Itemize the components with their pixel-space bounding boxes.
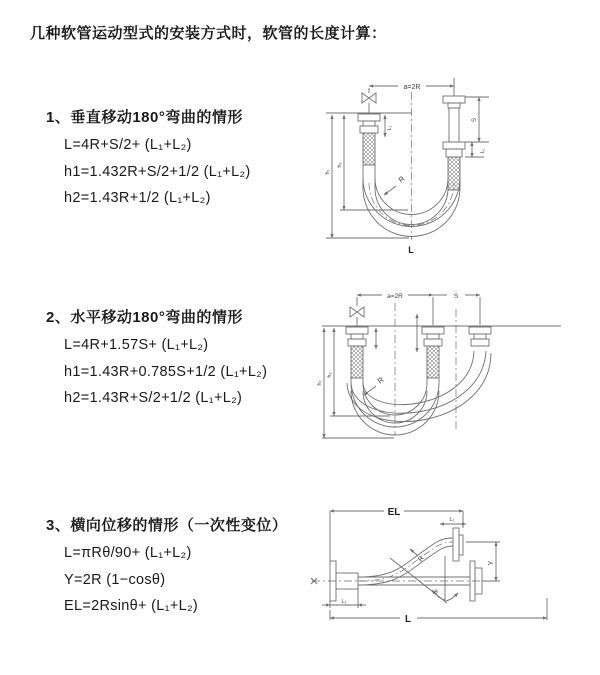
dim-label-l1-right: L₁ (480, 148, 486, 154)
middle-flange-assembly (422, 327, 444, 378)
extension-lines (330, 598, 547, 620)
dim-label-r: R (375, 375, 386, 386)
section-3-heading: 3、横向位移的情形（一次性变位） (46, 517, 288, 534)
radius-leader (410, 549, 418, 556)
section-1-heading: 1、垂直移动180°弯曲的情形 (46, 109, 243, 126)
formula-h2: h2=1.43R+S/2+1/2 (L₁+L₂) (64, 390, 243, 406)
section-vertical-movement (46, 106, 346, 217)
right-flange-assembly (443, 96, 465, 190)
formula-l: L=4R+1.57S+ (L₁+L₂) (64, 337, 209, 353)
right-flange-assembly (469, 327, 491, 346)
valve-icon (350, 307, 364, 327)
diagram-lateral-displacement (300, 498, 600, 650)
dim-label-l: L (404, 614, 412, 625)
upper-flange (453, 528, 463, 561)
dim-label-y: Y (488, 560, 495, 566)
extension-lines (330, 511, 463, 564)
dim-label-l1-top: L₁ (449, 517, 455, 523)
dim-label-l: L (408, 245, 414, 255)
extension-lines (357, 297, 480, 325)
formula-l: L=4R+S/2+ (L₁+L₂) (64, 137, 192, 153)
dim-label-a2r: a=2R (387, 293, 403, 300)
dim-label-r: R (417, 554, 426, 564)
hose-u-bend-moved (347, 351, 491, 422)
dim-label-h1: h₁ (325, 169, 331, 175)
dim-label-h1: h₁ (317, 380, 323, 386)
formula-el: EL=2Rsinθ+ (L₁+L₂) (64, 598, 199, 614)
dim-label-r: R (396, 174, 407, 185)
hose-s-curve (358, 538, 453, 585)
dim-label-h2: h₂ (337, 162, 343, 168)
page-title: 几种软管运动型式的安装方式时，软管的长度计算： (30, 25, 387, 42)
radius-leader (364, 386, 376, 395)
dim-label-l1-left: L₁ (387, 125, 393, 131)
diagram-horizontal-180-bend (310, 283, 600, 468)
extension-lines (465, 97, 489, 157)
radius-leader (384, 186, 396, 195)
formula-h1: h1=1.43R+0.785S+1/2 (L₁+L₂) (64, 363, 268, 380)
formula-h2: h2=1.43R+1/2 (L₁+L₂) (64, 190, 211, 206)
formula-h1: h1=1.432R+S/2+1/2 (L₁+L₂) (64, 163, 251, 180)
valve-icon (362, 93, 376, 114)
section-horizontal-movement (46, 306, 346, 417)
section-2-heading: 2、水平移动180°弯曲的情形 (46, 309, 243, 326)
formula-l: L=πRθ/90+ (L₁+L₂) (64, 545, 192, 561)
dim-label-h2: h₂ (327, 372, 333, 378)
dim-label-s: S (472, 117, 478, 123)
dim-label-l1-bottom: L₁ (341, 599, 347, 605)
angle-construction (390, 556, 458, 603)
diagram-vertical-180-bend (312, 70, 600, 262)
left-flange-assembly (346, 327, 368, 378)
dim-label-s: S (453, 293, 459, 300)
dim-label-a2r: a=2R (403, 84, 421, 91)
left-flange-assembly (358, 114, 380, 165)
dim-label-theta: θ (434, 590, 438, 596)
formula-y: Y=2R (1−cosθ) (64, 571, 166, 588)
dim-label-el: EL (387, 507, 401, 518)
